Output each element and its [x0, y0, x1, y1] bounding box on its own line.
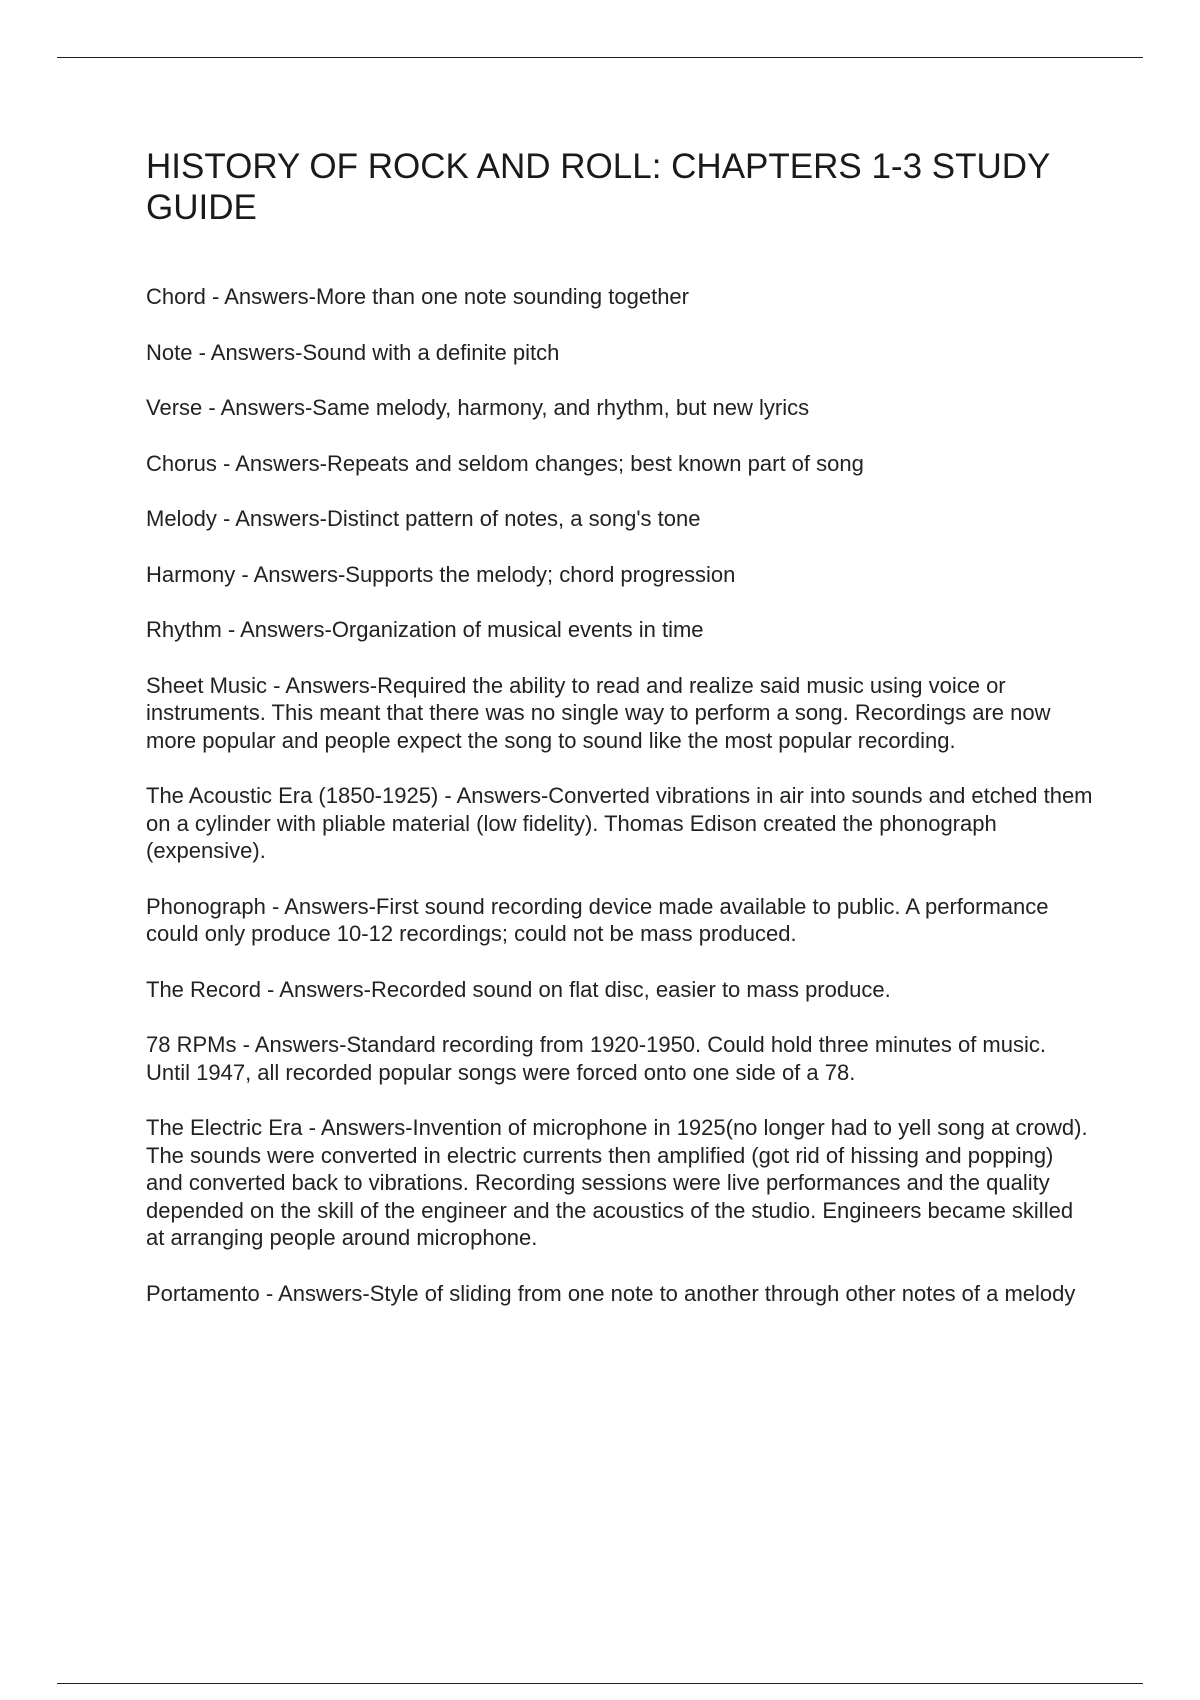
entry-melody: Melody - Answers-Distinct pattern of notes, a song's tone	[146, 506, 701, 531]
entry-chord: Chord - Answers-More than one note sounding together	[146, 284, 689, 309]
bottom-rule	[57, 1683, 1143, 1684]
entry-note: Note - Answers-Sound with a definite pitch	[146, 339, 560, 365]
entry-record: The Record - Answers-Recorded sound on flat disc, easier to mass produce.	[146, 976, 891, 1002]
entry-chorus: Chorus - Answers-Repeats and seldom changes; best known part of song	[146, 450, 864, 476]
study-entries	[146, 283, 1096, 1335]
entry-phonograph: Phonograph - Answers-First sound recording device made available to public. A performance could only produce 10-12 recordings; could not be mass produced.	[146, 893, 1049, 946]
entry-electric-era: The Electric Era - Answers-Invention of microphone in 1925(no longer had to yell song at crowd). The sounds were converted in electric currents then amplified (got rid of hissing and popping) and converted back to vibrations. Recording sessions were live performances and the quality depended on the skill of the engineer and the acoustics of the studio. Engineers became skilled at arranging people around microphone.	[146, 1115, 1088, 1250]
entry-rhythm: Rhythm - Answers-Organization of musical events in time	[146, 617, 704, 642]
entry-acoustic-era: The Acoustic Era (1850-1925) - Answers-Converted vibrations in air into sounds and etched them on a cylinder with pliable material (low fidelity). Thomas Edison created the phonograph (expensive).	[146, 783, 1093, 863]
entry-verse: Verse - Answers-Same melody, harmony, and rhythm, but new lyrics	[146, 395, 810, 420]
document-title: HISTORY OF ROCK AND ROLL: CHAPTERS 1-3 STUDY GUIDE	[146, 147, 1050, 227]
entry-78-rpms: 78 RPMs - Answers-Standard recording from 1920-1950. Could hold three minutes of music. Until 1947, all recorded popular songs were forced onto one side of a 78.	[146, 1032, 1046, 1085]
top-rule	[57, 57, 1143, 58]
entry-sheet-music: Sheet Music - Answers-Required the ability to read and realize said music using voice or instruments. This meant that there was no single way to perform a song. Recordings are now more popular and people expect the song to sound like the most popular recording.	[146, 672, 1051, 753]
entry-portamento: Portamento - Answers-Style of sliding from one note to another through other notes of a melody	[146, 1280, 1076, 1306]
entry-harmony: Harmony - Answers-Supports the melody; chord progression	[146, 561, 736, 587]
